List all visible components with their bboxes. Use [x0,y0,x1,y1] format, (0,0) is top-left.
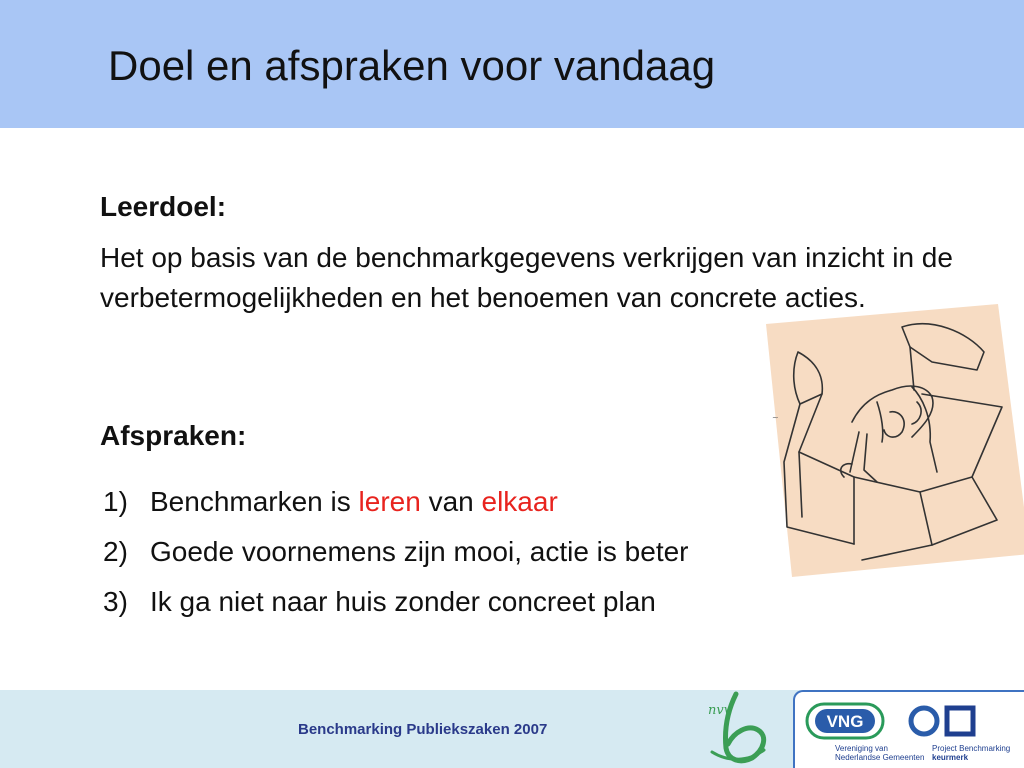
list-item [100,582,689,632]
afspraken-list [100,482,689,632]
vng-mark: VNG [826,712,864,731]
leerdoel-text: Het op basis van de benchmarkgegevens verkrijgen van inzicht in de verbetermogelijkheden en het benoemen van concrete acties. [100,242,953,313]
leerdoel-heading: Leerdoel: [100,191,227,222]
list-item-text: Ik ga niet naar huis zonder concreet plan [150,586,656,617]
list-item-text: Goede voornemens zijn mooi, actie is beter [150,536,689,567]
list-item-text: Benchmarken is leren van elkaar [150,486,558,517]
list-item-number: 2) [103,536,128,567]
list-item [100,532,689,582]
footer-text: Benchmarking Publiekszaken 2007 [298,721,548,738]
vng-caption: Vereniging van Nederlandse Gemeenten [835,744,925,762]
svg-text:nvv: nvv [708,703,732,718]
vng-logo-icon [805,702,885,740]
highlight-leren: leren [358,486,421,517]
list-item-number: 1) [103,486,128,517]
svg-text:~: ~ [772,413,779,422]
list-item [100,482,689,532]
nvvb-logo-icon [698,688,778,768]
partner-logos-box [793,690,1024,768]
afspraken-heading: Afspraken: [100,420,247,451]
project-benchmarking-logo-icon [907,704,977,738]
person-in-box-sketch-icon [762,302,1024,577]
slide-title: Doel en afspraken voor vandaag [108,42,716,89]
highlight-elkaar: elkaar [481,486,558,517]
list-item-number: 3) [103,586,128,617]
project-benchmarking-caption: Project Benchmarking keurmerk [932,744,1011,762]
